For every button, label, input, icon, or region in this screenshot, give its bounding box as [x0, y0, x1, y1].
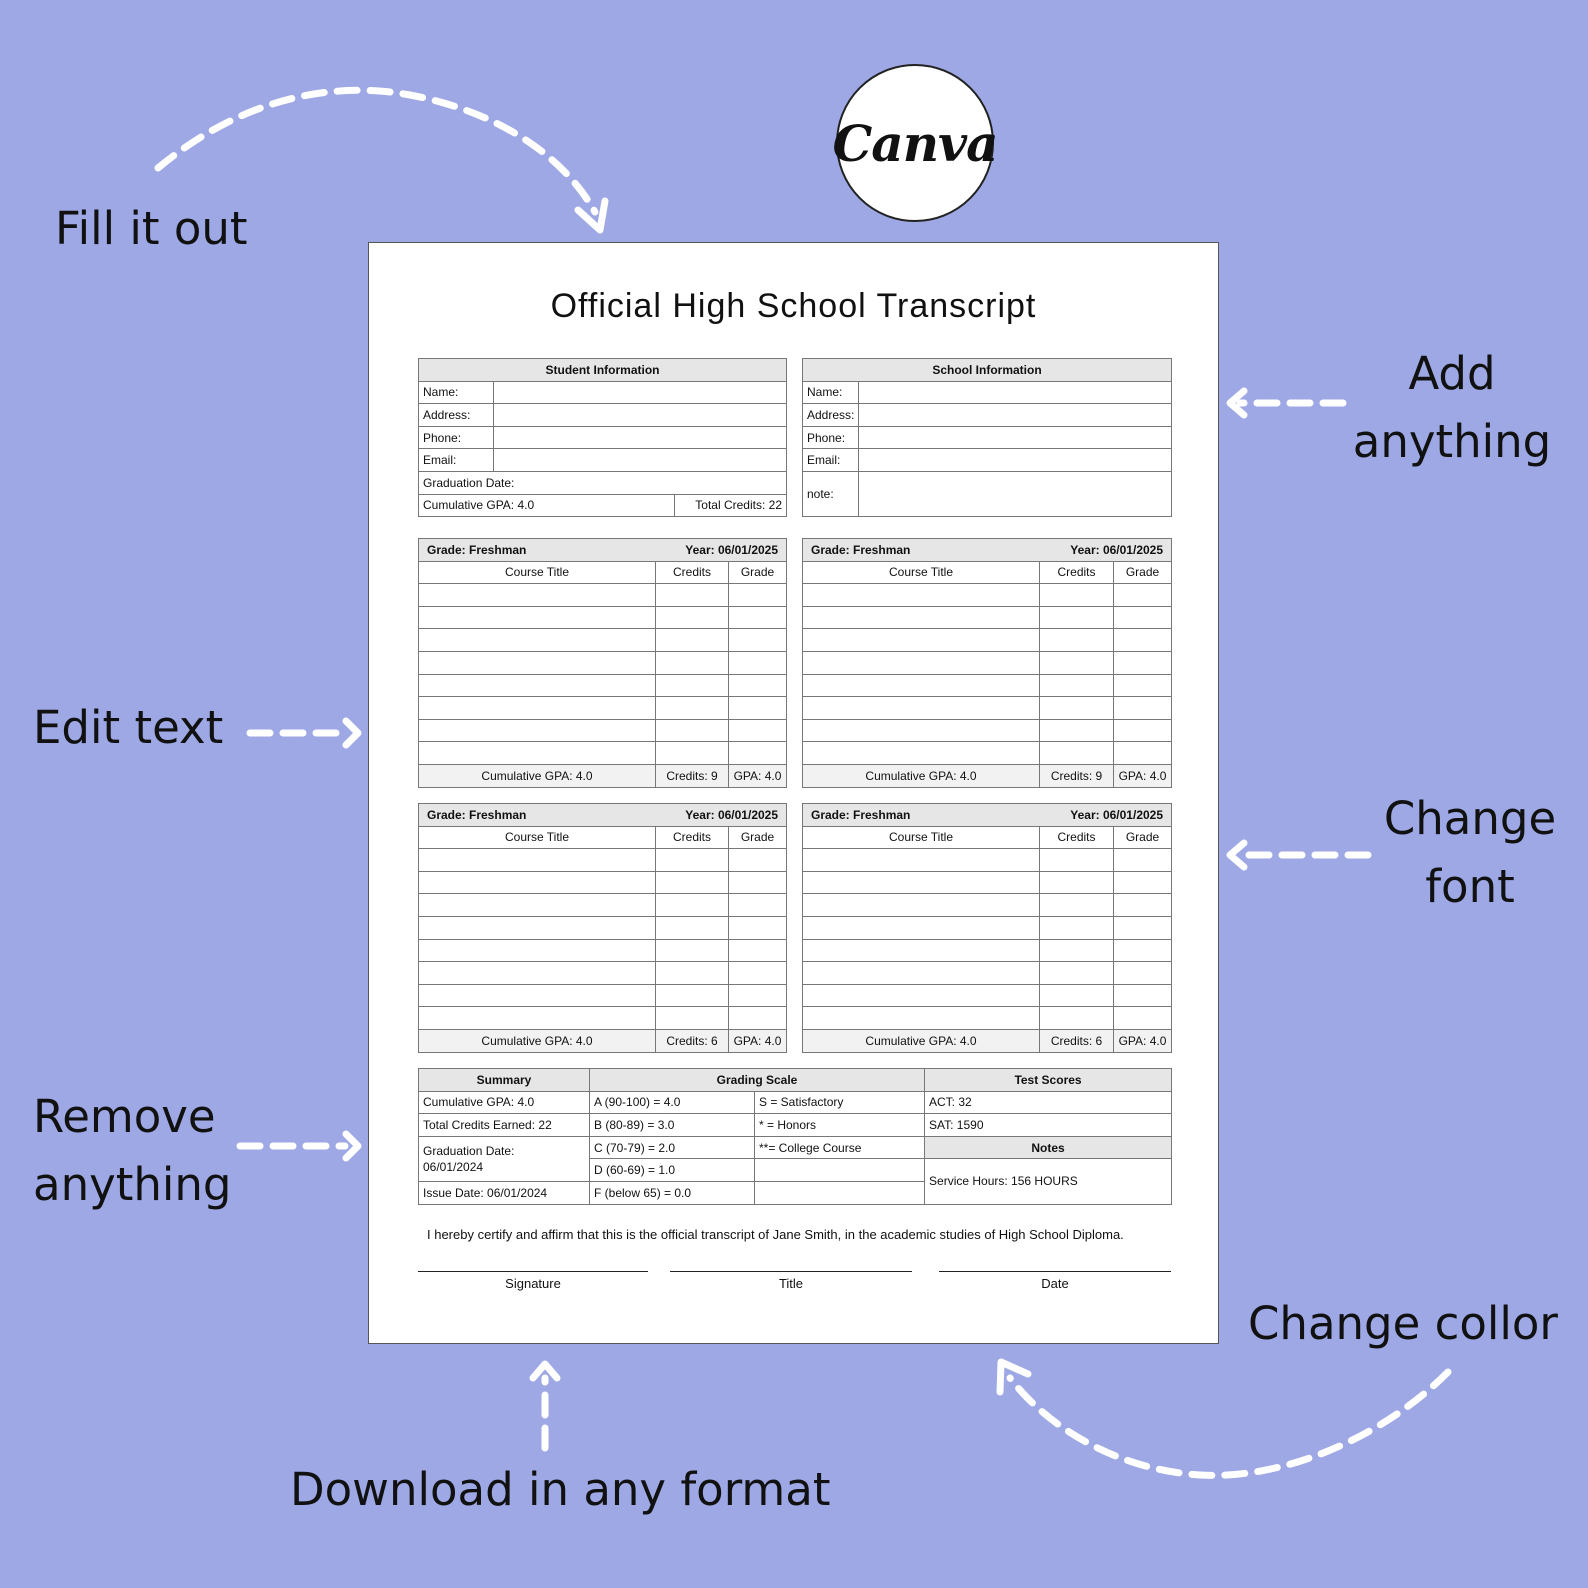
school-info-table [802, 358, 1172, 517]
grade-table-2-year: Year: 06/01/2025 [1070, 542, 1164, 557]
grade-table-4-header [803, 804, 1172, 827]
course-row[interactable] [803, 939, 1172, 962]
callout-download: Download in any format [290, 1463, 831, 1516]
callout-add-line-2: anything [1352, 414, 1552, 468]
grade-table-1-year: Year: 06/01/2025 [685, 542, 779, 557]
school-name-field[interactable] [859, 381, 1172, 404]
col-course-title: Course Title [419, 826, 656, 849]
course-row[interactable] [419, 606, 787, 629]
student-info-header: Student Information [419, 359, 787, 382]
course-row[interactable] [803, 894, 1172, 917]
date-line[interactable]: Date [939, 1271, 1171, 1291]
student-email-label: Email: [419, 449, 494, 472]
canva-logo-text: Canva [832, 113, 998, 173]
course-row[interactable] [803, 719, 1172, 742]
grade-table-1-header [419, 539, 787, 562]
course-row[interactable] [419, 719, 787, 742]
callout-font-line-1: Change [1383, 792, 1557, 845]
grade-table-2-header [803, 539, 1172, 562]
grade-table-3 [418, 803, 787, 1053]
callout-remove-line-1: Remove [33, 1090, 216, 1143]
student-name-label: Name: [419, 381, 494, 404]
student-gpa: Cumulative GPA: 4.0 [419, 494, 675, 517]
document-title: Official High School Transcript [550, 287, 1037, 325]
signature-line[interactable]: Signature [418, 1271, 648, 1291]
course-row[interactable] [803, 871, 1172, 894]
course-row[interactable] [803, 584, 1172, 607]
arrowhead-color [1000, 1362, 1028, 1392]
grade-table-4 [802, 803, 1172, 1053]
canva-logo [832, 64, 998, 222]
footer-gpa: GPA: 4.0 [1114, 764, 1172, 787]
course-row[interactable] [803, 916, 1172, 939]
school-address-label: Address: [803, 404, 859, 427]
scale-c: C (70-79) = 2.0 [590, 1136, 755, 1159]
grading-scale-header: Grading Scale [590, 1069, 925, 1092]
student-info-table [418, 358, 787, 517]
course-row[interactable] [419, 984, 787, 1007]
callout-add-anything [1352, 340, 1552, 475]
school-note-label: note: [803, 471, 859, 516]
col-credits: Credits [1040, 826, 1114, 849]
course-row[interactable] [419, 584, 787, 607]
student-phone-field[interactable] [494, 426, 787, 449]
footer-credits: Credits: 6 [656, 1029, 729, 1052]
student-address-field[interactable] [494, 404, 787, 427]
notes-header: Notes [925, 1136, 1172, 1159]
arrow-color-curve [1010, 1372, 1448, 1475]
course-row[interactable] [419, 939, 787, 962]
school-info-header: School Information [803, 359, 1172, 382]
arrowhead-download [533, 1364, 557, 1378]
grade-table-3-grade: Grade: Freshman [427, 807, 527, 822]
callout-remove-line-2: anything [33, 1157, 232, 1211]
arrowhead-add [1230, 391, 1244, 415]
grade-table-1 [418, 538, 787, 788]
scale-f: F (below 65) = 0.0 [590, 1181, 755, 1204]
summary-grad-date [419, 1136, 590, 1181]
scale-b: B (80-89) = 3.0 [590, 1114, 755, 1137]
callout-add-line-1: Add [1408, 347, 1496, 400]
course-row[interactable] [803, 984, 1172, 1007]
school-address-field[interactable] [859, 404, 1172, 427]
key-satisfactory: S = Satisfactory [755, 1091, 925, 1114]
test-scores-header: Test Scores [925, 1069, 1172, 1092]
callout-change-font [1380, 785, 1560, 920]
col-credits: Credits [1040, 561, 1114, 584]
arrowhead-edit [346, 721, 358, 745]
student-phone-label: Phone: [419, 426, 494, 449]
test-act: ACT: 32 [925, 1091, 1172, 1114]
grade-table-1-grade: Grade: Freshman [427, 542, 527, 557]
scale-a: A (90-100) = 4.0 [590, 1091, 755, 1114]
footer-cumulative-gpa: Cumulative GPA: 4.0 [419, 1029, 656, 1052]
summary-issue-date: Issue Date: 06/01/2024 [419, 1181, 590, 1204]
grade-table-3-year: Year: 06/01/2025 [685, 807, 779, 822]
course-row[interactable] [803, 962, 1172, 985]
school-phone-field[interactable] [859, 426, 1172, 449]
course-row[interactable] [419, 849, 787, 872]
student-grad-date[interactable]: Graduation Date: [419, 471, 787, 494]
col-grade: Grade [1114, 826, 1172, 849]
course-row[interactable] [419, 651, 787, 674]
arrowhead-font [1230, 843, 1244, 867]
grade-table-4-year: Year: 06/01/2025 [1070, 807, 1164, 822]
col-grade: Grade [729, 561, 787, 584]
student-name-field[interactable] [494, 381, 787, 404]
certification-statement: I hereby certify and affirm that this is the official transcript of Jane Smith, in the academic studies of High School Diploma. [427, 1227, 1124, 1242]
student-email-field[interactable] [494, 449, 787, 472]
arrowhead-remove [346, 1134, 358, 1158]
course-row[interactable] [419, 871, 787, 894]
title-line[interactable]: Title [670, 1271, 912, 1291]
footer-cumulative-gpa: Cumulative GPA: 4.0 [419, 764, 656, 787]
course-row[interactable] [803, 697, 1172, 720]
course-row[interactable] [419, 629, 787, 652]
school-phone-label: Phone: [803, 426, 859, 449]
callout-fill-it-out: Fill it out [55, 202, 248, 255]
summary-credits: Total Credits Earned: 22 [419, 1114, 590, 1137]
arrowhead-fill [578, 201, 605, 230]
course-row[interactable] [803, 674, 1172, 697]
grade-table-2 [802, 538, 1172, 788]
student-address-label: Address: [419, 404, 494, 427]
footer-credits: Credits: 9 [656, 764, 729, 787]
col-credits: Credits [656, 826, 729, 849]
course-row[interactable] [803, 651, 1172, 674]
col-course-title: Course Title [803, 561, 1040, 584]
key-honors: * = Honors [755, 1114, 925, 1137]
course-row[interactable] [419, 742, 787, 765]
col-grade: Grade [729, 826, 787, 849]
summary-gpa: Cumulative GPA: 4.0 [419, 1091, 590, 1114]
scale-d: D (60-69) = 1.0 [590, 1159, 755, 1182]
transcript-document [368, 242, 1219, 1344]
notes-service-hours[interactable]: Service Hours: 156 HOURS [925, 1159, 1172, 1204]
footer-gpa: GPA: 4.0 [729, 764, 787, 787]
course-row[interactable] [803, 629, 1172, 652]
school-name-label: Name: [803, 381, 859, 404]
course-row[interactable] [419, 697, 787, 720]
course-row[interactable] [419, 1007, 787, 1030]
col-grade: Grade [1114, 561, 1172, 584]
col-course-title: Course Title [419, 561, 656, 584]
course-row[interactable] [419, 674, 787, 697]
key-empty-2 [755, 1181, 925, 1204]
summary-grad-value: 06/01/2024 [423, 1159, 484, 1174]
grade-table-2-grade: Grade: Freshman [811, 542, 911, 557]
grade-table-4-grade: Grade: Freshman [811, 807, 911, 822]
school-note-field[interactable] [859, 471, 1172, 516]
key-empty-1 [755, 1159, 925, 1182]
school-email-label: Email: [803, 449, 859, 472]
course-row[interactable] [419, 894, 787, 917]
col-credits: Credits [656, 561, 729, 584]
callout-remove-anything [33, 1083, 231, 1218]
summary-table [418, 1068, 1172, 1205]
footer-cumulative-gpa: Cumulative GPA: 4.0 [803, 1029, 1040, 1052]
course-row[interactable] [803, 606, 1172, 629]
course-row[interactable] [803, 1007, 1172, 1030]
course-row[interactable] [803, 742, 1172, 765]
arrow-fill-curve [158, 90, 595, 212]
callout-font-line-2: font [1425, 859, 1515, 913]
footer-credits: Credits: 6 [1040, 1029, 1114, 1052]
key-college-course: **= College Course [755, 1136, 925, 1159]
footer-gpa: GPA: 4.0 [729, 1029, 787, 1052]
callout-change-color: Change collor [1248, 1297, 1558, 1350]
footer-credits: Credits: 9 [1040, 764, 1114, 787]
col-course-title: Course Title [803, 826, 1040, 849]
grade-table-3-header [419, 804, 787, 827]
school-email-field[interactable] [859, 449, 1172, 472]
summary-grad-label: Graduation Date: [423, 1143, 515, 1158]
course-row[interactable] [803, 849, 1172, 872]
footer-gpa: GPA: 4.0 [1114, 1029, 1172, 1052]
summary-header: Summary [419, 1069, 590, 1092]
callout-edit-text: Edit text [33, 701, 224, 754]
course-row[interactable] [419, 962, 787, 985]
student-total-credits: Total Credits: 22 [675, 494, 787, 517]
footer-cumulative-gpa: Cumulative GPA: 4.0 [803, 764, 1040, 787]
course-row[interactable] [419, 916, 787, 939]
test-sat: SAT: 1590 [925, 1114, 1172, 1137]
